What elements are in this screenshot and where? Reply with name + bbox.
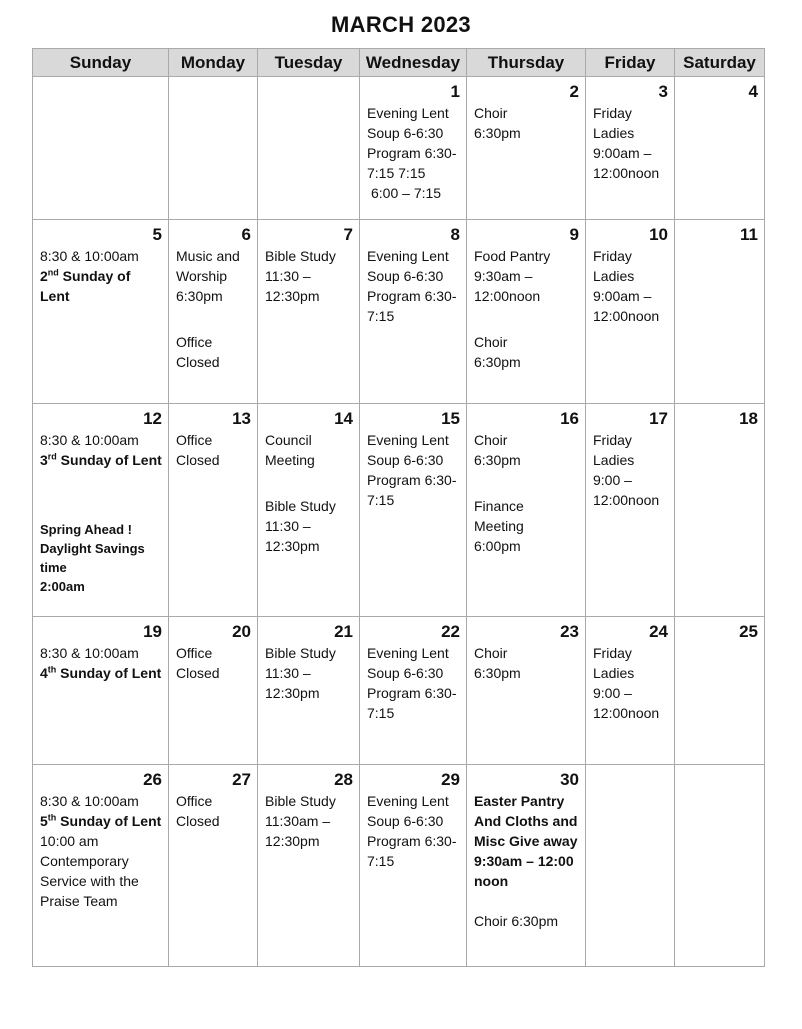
event-line: 6:00pm xyxy=(474,538,521,554)
day-cell-18 xyxy=(675,404,765,617)
event-line: Soup 6-6:30 xyxy=(367,665,444,681)
event-line: 8:30 & 10:00am xyxy=(40,645,139,661)
day-cell-29 xyxy=(360,765,467,967)
event-line: Contemporary xyxy=(40,853,129,869)
day-number: 26 xyxy=(143,770,162,789)
event-line: 11:30 – xyxy=(265,268,311,284)
event-line: Worship xyxy=(176,268,228,284)
event-line: Food Pantry xyxy=(474,248,551,264)
day-cell-15 xyxy=(360,404,467,617)
event-line: Praise Team xyxy=(40,893,118,909)
day-cell-5 xyxy=(33,220,169,404)
day-number: 5 xyxy=(152,225,162,244)
header-sunday: Sunday xyxy=(33,49,169,77)
event-line: Friday xyxy=(593,105,632,121)
day-cell-25 xyxy=(675,617,765,765)
event-line: 12:00noon xyxy=(593,705,660,721)
event-line: 6:30pm xyxy=(474,452,521,468)
calendar-grid xyxy=(32,48,765,967)
event-line: 12:00noon xyxy=(593,492,660,508)
event-line: Friday xyxy=(593,645,632,661)
event-line: Soup 6-6:30 xyxy=(367,125,444,141)
event-line: Evening Lent xyxy=(367,645,449,661)
event-line: Meeting xyxy=(474,518,524,534)
event-line: 9:30am – xyxy=(474,268,533,284)
day-number: 1 xyxy=(450,82,460,101)
weekday-header-row xyxy=(33,49,765,77)
day-cell-3 xyxy=(586,77,675,220)
event-line: Evening Lent xyxy=(367,432,449,448)
event-line: 12:30pm xyxy=(265,538,320,554)
day-cell-23 xyxy=(467,617,586,765)
event-line: 12:00noon xyxy=(474,288,541,304)
event-line: Closed xyxy=(176,813,220,829)
day-number: 11 xyxy=(740,225,758,244)
event-line: 7:15 xyxy=(367,492,395,508)
event-line: Bible Study xyxy=(265,498,336,514)
event-line: 9:30am – 12:00 xyxy=(474,853,574,869)
event-line: Soup 6-6:30 xyxy=(367,813,444,829)
event-line: 7:15 xyxy=(367,308,395,324)
day-cell-16 xyxy=(467,404,586,617)
event-line: 12:30pm xyxy=(265,288,320,304)
event-line: 9:00am – xyxy=(593,288,652,304)
week-row-2 xyxy=(33,220,765,404)
event-line: 8:30 & 10:00am xyxy=(40,793,139,809)
day-number: 9 xyxy=(569,225,579,244)
event-line: Choir 6:30pm xyxy=(474,913,559,929)
event-line: 8:30 & 10:00am xyxy=(40,432,139,448)
day-number: 27 xyxy=(232,770,251,789)
event-line: Closed xyxy=(176,665,220,681)
day-number: 7 xyxy=(343,225,353,244)
sunday-of-lent-label: 3rd Sunday of Lent xyxy=(40,451,162,468)
event-line: Office xyxy=(176,645,213,661)
event-line: Closed xyxy=(176,354,220,370)
event-line: Ladies xyxy=(593,452,635,468)
event-line: 7:15 7:15 xyxy=(367,165,426,181)
event-line: Program 6:30- xyxy=(367,833,457,849)
event-line: Choir xyxy=(474,645,508,661)
day-cell-19 xyxy=(33,617,169,765)
event-line: Bible Study xyxy=(265,793,336,809)
event-line: Evening Lent xyxy=(367,793,449,809)
day-number: 30 xyxy=(560,770,579,789)
day-number: 3 xyxy=(658,82,668,101)
day-number: 6 xyxy=(241,225,251,244)
event-line: Ladies xyxy=(593,665,635,681)
event-line: 12:00noon xyxy=(593,165,660,181)
day-number: 18 xyxy=(739,409,758,428)
event-line: Program 6:30- xyxy=(367,472,457,488)
week-row-3 xyxy=(33,404,765,617)
day-cell-4 xyxy=(675,77,765,220)
event-line: 12:30pm xyxy=(265,685,320,701)
day-cell-8 xyxy=(360,220,467,404)
day-cell-17 xyxy=(586,404,675,617)
event-line: Service with the xyxy=(40,873,139,889)
day-cell-6 xyxy=(169,220,258,404)
event-line: 9:00 – xyxy=(593,685,632,701)
header-thursday: Thursday xyxy=(467,49,586,77)
calendar-title: MARCH 2023 xyxy=(331,12,471,37)
week-row-5 xyxy=(33,765,765,967)
week-row-1 xyxy=(33,77,765,220)
event-line: 7:15 xyxy=(367,853,395,869)
day-cell-11 xyxy=(675,220,765,404)
day-number: 8 xyxy=(450,225,460,244)
day-cell-13 xyxy=(169,404,258,617)
day-number: 13 xyxy=(232,409,251,428)
event-line: Ladies xyxy=(593,125,635,141)
day-cell-1 xyxy=(360,77,467,220)
day-number: 19 xyxy=(143,622,162,641)
header-wednesday: Wednesday xyxy=(360,49,467,77)
event-line: Closed xyxy=(176,452,220,468)
day-cell-27 xyxy=(169,765,258,967)
day-number: 2 xyxy=(569,82,579,101)
event-line: Bible Study xyxy=(265,248,336,264)
day-cell-12 xyxy=(33,404,169,617)
event-line: Choir xyxy=(474,334,508,350)
event-line: Program 6:30- xyxy=(367,145,457,161)
sunday-of-lent-label: 2nd Sunday of Lent xyxy=(40,267,131,304)
event-line: 6:30pm xyxy=(474,125,521,141)
day-cell-21 xyxy=(258,617,360,765)
event-line: 7:15 xyxy=(367,705,395,721)
day-cell-14 xyxy=(258,404,360,617)
day-number: 21 xyxy=(334,622,353,641)
event-line: Program 6:30- xyxy=(367,685,457,701)
day-number: 28 xyxy=(334,770,353,789)
day-number: 22 xyxy=(441,622,460,641)
day-number: 4 xyxy=(748,82,758,101)
header-tuesday: Tuesday xyxy=(258,49,360,77)
day-number: 25 xyxy=(739,622,758,641)
event-line: Finance xyxy=(474,498,524,514)
week-row-4 xyxy=(33,617,765,765)
day-number: 12 xyxy=(143,409,162,428)
event-line: 12:00noon xyxy=(593,308,660,324)
event-line: And Cloths and xyxy=(474,813,578,829)
day-number: 10 xyxy=(649,225,668,244)
day-number: 17 xyxy=(649,409,668,428)
event-line: Office xyxy=(176,432,213,448)
event-line: Office xyxy=(176,793,213,809)
event-line: Ladies xyxy=(593,268,635,284)
day-cell-empty xyxy=(675,765,765,967)
event-line: Office xyxy=(176,334,213,350)
event-line: Program 6:30- xyxy=(367,288,457,304)
day-number: 29 xyxy=(441,770,460,789)
event-line: Evening Lent xyxy=(367,248,449,264)
event-line: 8:30 & 10:00am xyxy=(40,248,139,264)
day-cell-7 xyxy=(258,220,360,404)
event-line: 11:30 – xyxy=(265,665,311,681)
day-cell-9 xyxy=(467,220,586,404)
header-saturday: Saturday xyxy=(675,49,765,77)
day-cell-2 xyxy=(467,77,586,220)
header-friday: Friday xyxy=(586,49,675,77)
event-line: Council xyxy=(265,432,312,448)
event-line: 10:00 am xyxy=(40,833,99,849)
event-line: 2:00am xyxy=(40,579,85,594)
day-number: 16 xyxy=(560,409,579,428)
event-line: Daylight Savings xyxy=(40,541,145,556)
event-line: Evening Lent xyxy=(367,105,449,121)
day-cell-empty xyxy=(33,77,169,220)
day-cell-10 xyxy=(586,220,675,404)
sunday-of-lent-label: 5th Sunday of Lent xyxy=(40,812,162,829)
event-line: 9:00 – xyxy=(593,472,632,488)
day-cell-30 xyxy=(467,765,586,967)
day-number: 14 xyxy=(334,409,353,428)
event-line: Music and xyxy=(176,248,240,264)
day-cell-empty xyxy=(258,77,360,220)
day-cell-26 xyxy=(33,765,169,967)
event-line: time xyxy=(40,560,67,575)
day-cell-empty xyxy=(586,765,675,967)
day-cell-20 xyxy=(169,617,258,765)
event-line: 12:30pm xyxy=(265,833,320,849)
event-line: Soup 6-6:30 xyxy=(367,268,444,284)
event-line: noon xyxy=(474,873,509,889)
day-number: 20 xyxy=(232,622,251,641)
event-line: 11:30am – xyxy=(265,813,331,829)
event-line: 6:00 – 7:15 xyxy=(371,185,442,201)
day-number: 23 xyxy=(560,622,579,641)
event-line: 6:30pm xyxy=(474,665,521,681)
event-line: Bible Study xyxy=(265,645,336,661)
event-line: 6:30pm xyxy=(474,354,521,370)
day-cell-22 xyxy=(360,617,467,765)
event-line: 11:30 – xyxy=(265,518,311,534)
event-line: Easter Pantry xyxy=(474,793,565,809)
event-line: Spring Ahead ! xyxy=(40,522,132,537)
event-line: 9:00am – xyxy=(593,145,652,161)
day-cell-28 xyxy=(258,765,360,967)
event-line: Choir xyxy=(474,105,508,121)
event-line: Choir xyxy=(474,432,508,448)
header-monday: Monday xyxy=(169,49,258,77)
event-line: Soup 6-6:30 xyxy=(367,452,444,468)
event-line: Friday xyxy=(593,248,632,264)
day-cell-empty xyxy=(169,77,258,220)
day-cell-24 xyxy=(586,617,675,765)
day-number: 24 xyxy=(649,622,668,641)
event-line: Meeting xyxy=(265,452,315,468)
sunday-of-lent-label: 4th Sunday of Lent xyxy=(40,664,162,681)
event-line: 6:30pm xyxy=(176,288,223,304)
event-line: Misc Give away xyxy=(474,833,578,849)
day-number: 15 xyxy=(441,409,460,428)
event-line: Friday xyxy=(593,432,632,448)
